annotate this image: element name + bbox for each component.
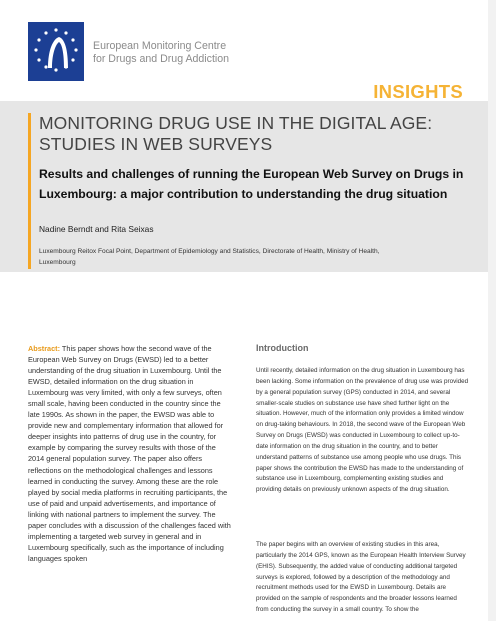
organization-name bbox=[93, 40, 293, 65]
emcdda-logo bbox=[28, 22, 84, 81]
introduction-paragraph-1: Until recently, detailed information on the drug situation in Luxembourg has been lacking. Some information on the prevalence of drug use was provided by a general population survey (GPS) conducted in 2014, and several smaller-scale studies on substance use have shed further light on the situation. However, much of the information only provides a limited window on drug-taking behaviours. In 2018, the second wave of the European Web Survey on Drugs (EWSD) was conducted in Luxembourg to collect up-to-date information on the drug situation in the country, and to better understand patterns of substance use among people who use drugs. This paper shows the contribution the EWSD has made to the understanding of substance use in Luxembourg, complementing existing studies and providing details on previously unknown aspects of the drug situation. bbox=[256, 367, 469, 494]
series-label: INSIGHTS bbox=[373, 81, 463, 102]
abstract-label: Abstract: bbox=[28, 344, 61, 353]
authors: Nadine Berndt and Rita Seixas bbox=[39, 224, 154, 234]
affiliation: Luxembourg Reitox Focal Point, Department of Epidemiology and Statistics, Directorate of Health, Ministry of Health, Luxembourg bbox=[39, 248, 380, 266]
page-edge bbox=[488, 0, 496, 621]
accent-bar bbox=[28, 113, 31, 269]
abstract bbox=[28, 343, 234, 564]
subtitle: Results and challenges of running the European Web Survey on Drugs in Luxembourg: a major contribution to understanding the drug situation bbox=[39, 167, 464, 201]
organization-name-line1: European Monitoring Centre bbox=[93, 40, 227, 52]
introduction-heading: Introduction bbox=[256, 343, 309, 353]
main-title: MONITORING DRUG USE IN THE DIGITAL AGE: STUDIES IN WEB SURVEYS bbox=[39, 113, 433, 154]
organization-name-line2: for Drugs and Drug Addiction bbox=[93, 52, 230, 65]
introduction-paragraph-2: The paper begins with an overview of existing studies in this area, particularly the 2014 GPS, known as the European Health Interview Survey (EHIS). Subsequently, the added value of conducting additional targeted surveys is explored, followed by a description of the methodology and recruitment methods used for the EWSD in Luxembourg. Details are provided on the sample of respondents and the broader lessons learned from conducting the survey in a small country. To show the bbox=[256, 541, 466, 614]
abstract-text: This paper shows how the second wave of the European Web Survey on Drugs (EWSD) led to a better understanding of the drug situation in Luxembourg. Until the EWSD, detailed information on the drug situation in Luxembourg was very limited, with only a few surveys, often small scale, having been conducted in the country since the late 1990s. As shown in the paper, the EWSD was able to provide new and complementary information that allowed for deeper insights into patterns of drug use in the country, for example by comparing the survey results with those of the 2014 general population survey. The paper also offers reflections on the methodological challenges and lessons learned in conducting the survey. Among these are the role played by social media platforms in recruiting participants, the use of paid and unpaid advertisements, and importance of linking with national partners to implement the survey. The paper concludes with a discussion of the challenges faced with implementing a targeted web survey in general and in Luxembourg specifically, such as the importance of including languages spoken bbox=[28, 344, 231, 563]
